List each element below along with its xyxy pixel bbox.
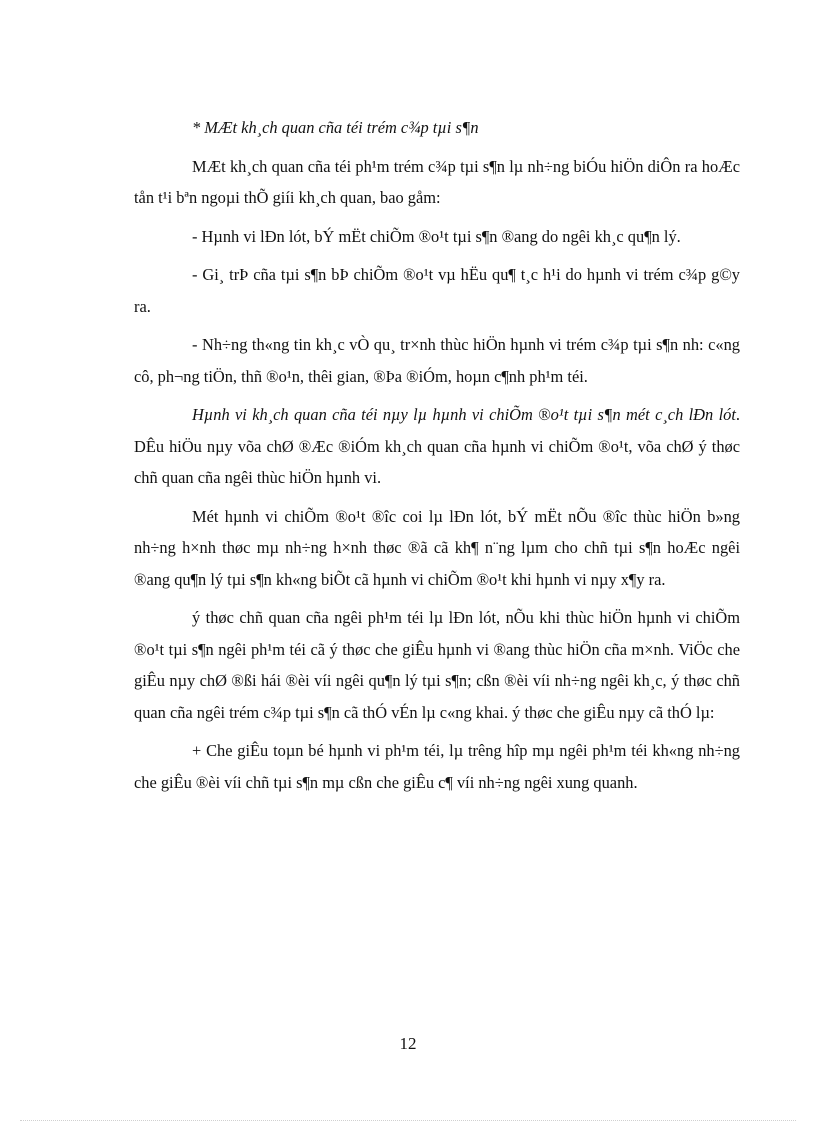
paragraph-secret-act: Mét hµnh vi chiÕm ®o¹t ®îc coi lµ lÐn lót, bÝ mËt nÕu ®îc thùc hiÖn b»ng nh÷ng h×nh thøc mµ nh÷ng h×nh thøc ®ã cã kh¶ n¨ng lµm cho chñ tµi s¶n hoÆc ngêi ®ang qu¶n lý tµi s¶n kh«ng biÕt cã hµnh vi chiÕm ®o¹t khi hµnh vi nµy x¶y ra.	[134, 506, 740, 589]
paragraph-list-item-3: - Nh÷ng th«ng tin kh¸c vÒ qu¸ tr×nh thùc hiÖn hµnh vi trém c¾p tµi s¶n nh: c«ng cô, ph¬ng tiÖn, thñ ®o¹n, thêi gian, ®Þa ®iÓm, hoµn c¶nh ph¹m téi.	[134, 335, 740, 386]
italic-lead: Hµnh vi kh¸ch quan cña téi nµy lµ hµnh vi chiÕm ®o¹t tµi s¶n mét c¸ch lÐn lót	[192, 405, 736, 424]
paragraph-list-item-1: - Hµnh vi lÐn lót, bÝ mËt chiÕm ®o¹t tµi s¶n ®ang do ngêi kh¸c qu¶n lý.	[192, 226, 681, 246]
body-text	[134, 112, 740, 798]
page-number: 12	[399, 1034, 417, 1053]
paragraph-objective-behavior	[134, 399, 740, 494]
section-heading: * MÆt kh¸ch quan cña téi trém c¾p tµi s¶n	[192, 118, 479, 137]
page-bottom-divider	[20, 1120, 796, 1121]
paragraph-list-item-2: - Gi¸ trÞ cña tµi s¶n bÞ chiÕm ®o¹t vµ hËu qu¶ t¸c h¹i do hµnh vi trém c¾p g©y ra.	[134, 265, 740, 316]
paragraph-tail: . DÊu hiÖu nµy võa chØ ®Æc ®iÓm kh¸ch quan cña hµnh vi chiÕm ®o¹t, võa chØ ý thøc chñ quan cña ngêi thùc hiÖn hµnh vi.	[134, 405, 740, 487]
paragraph-concealment: + Che giÊu toµn bé hµnh vi ph¹m téi, lµ trêng hîp mµ ngêi ph¹m téi kh«ng nh÷ng che giÊu ®èi víi chñ tµi s¶n mµ cßn che giÊu c¶ víi nh÷ng ngêi xung quanh.	[134, 741, 740, 792]
paragraph-objective-aspect: MÆt kh¸ch quan cña téi ph¹m trém c¾p tµi s¶n lµ nh÷ng biÓu hiÖn diÔn ra hoÆc tån t¹i bªn ngoµi thÕ giíi kh¸ch quan, bao gåm:	[134, 156, 740, 207]
paragraph-subjective-intent: ý thøc chñ quan cña ngêi ph¹m téi lµ lÐn lót, nÕu khi thùc hiÖn hµnh vi chiÕm ®o¹t tµi s¶n ngêi ph¹m téi cã ý thøc che giÊu hµnh vi ®ang thùc hiÖn cña m×nh. ViÖc che giÊu nµy chØ ®ßi hái ®èi víi ngêi qu¶n lý tµi s¶n; cßn ®èi víi nh÷ng ngêi kh¸c, ý thøc chñ quan cña ngêi trém c¾p tµi s¶n cã thÓ vÉn lµ c«ng khai. ý thøc che giÊu nµy cã thÓ lµ:	[134, 608, 740, 722]
